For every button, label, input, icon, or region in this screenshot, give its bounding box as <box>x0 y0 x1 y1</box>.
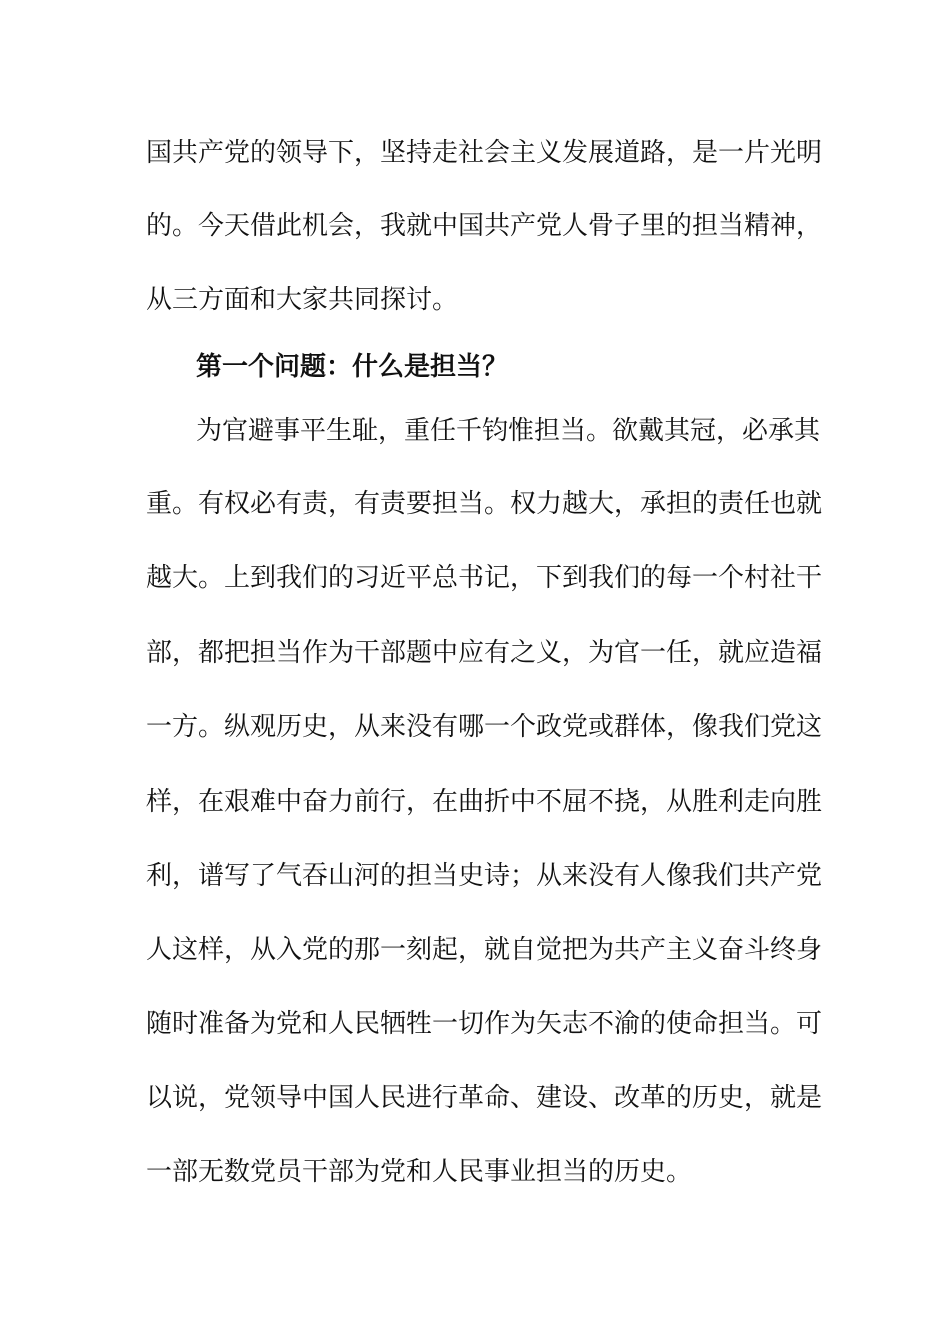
body-text-line: 国共产党的领导下，坚持走社会主义发展道路，是一片光明 <box>146 138 823 168</box>
section-heading: 第一个问题：什么是担当？ <box>196 352 509 382</box>
body-text-line: 从三方面和大家共同探讨。 <box>146 285 459 315</box>
body-text-line: 重。有权必有责，有责要担当。权力越大，承担的责任也就 <box>146 489 823 519</box>
body-text-line: 的。今天借此机会，我就中国共产党人骨子里的担当精神， <box>146 211 823 241</box>
body-text-line: 部，都把担当作为干部题中应有之义，为官一任，就应造福 <box>146 638 823 668</box>
body-text-line: 利，谱写了气吞山河的担当史诗；从来没有人像我们共产党 <box>146 861 823 891</box>
body-text-line: 样，在艰难中奋力前行，在曲折中不屈不挠，从胜利走向胜 <box>146 787 823 817</box>
body-text-line: 随时准备为党和人民牺牲一切作为矢志不渝的使命担当。可 <box>146 1009 823 1039</box>
body-text-line: 一方。纵观历史，从来没有哪一个政党或群体，像我们党这 <box>146 712 823 742</box>
body-text-line: 越大。上到我们的习近平总书记，下到我们的每一个村社干 <box>146 563 823 593</box>
body-text-line: 人这样，从入党的那一刻起，就自觉把为共产主义奋斗终身 <box>146 935 823 965</box>
body-text-line: 以说，党领导中国人民进行革命、建设、改革的历史，就是 <box>146 1083 823 1113</box>
body-text-line: 一部无数党员干部为党和人民事业担当的历史。 <box>146 1157 693 1187</box>
body-text-line: 为官避事平生耻，重任千钧惟担当。欲戴其冠，必承其 <box>196 416 821 446</box>
